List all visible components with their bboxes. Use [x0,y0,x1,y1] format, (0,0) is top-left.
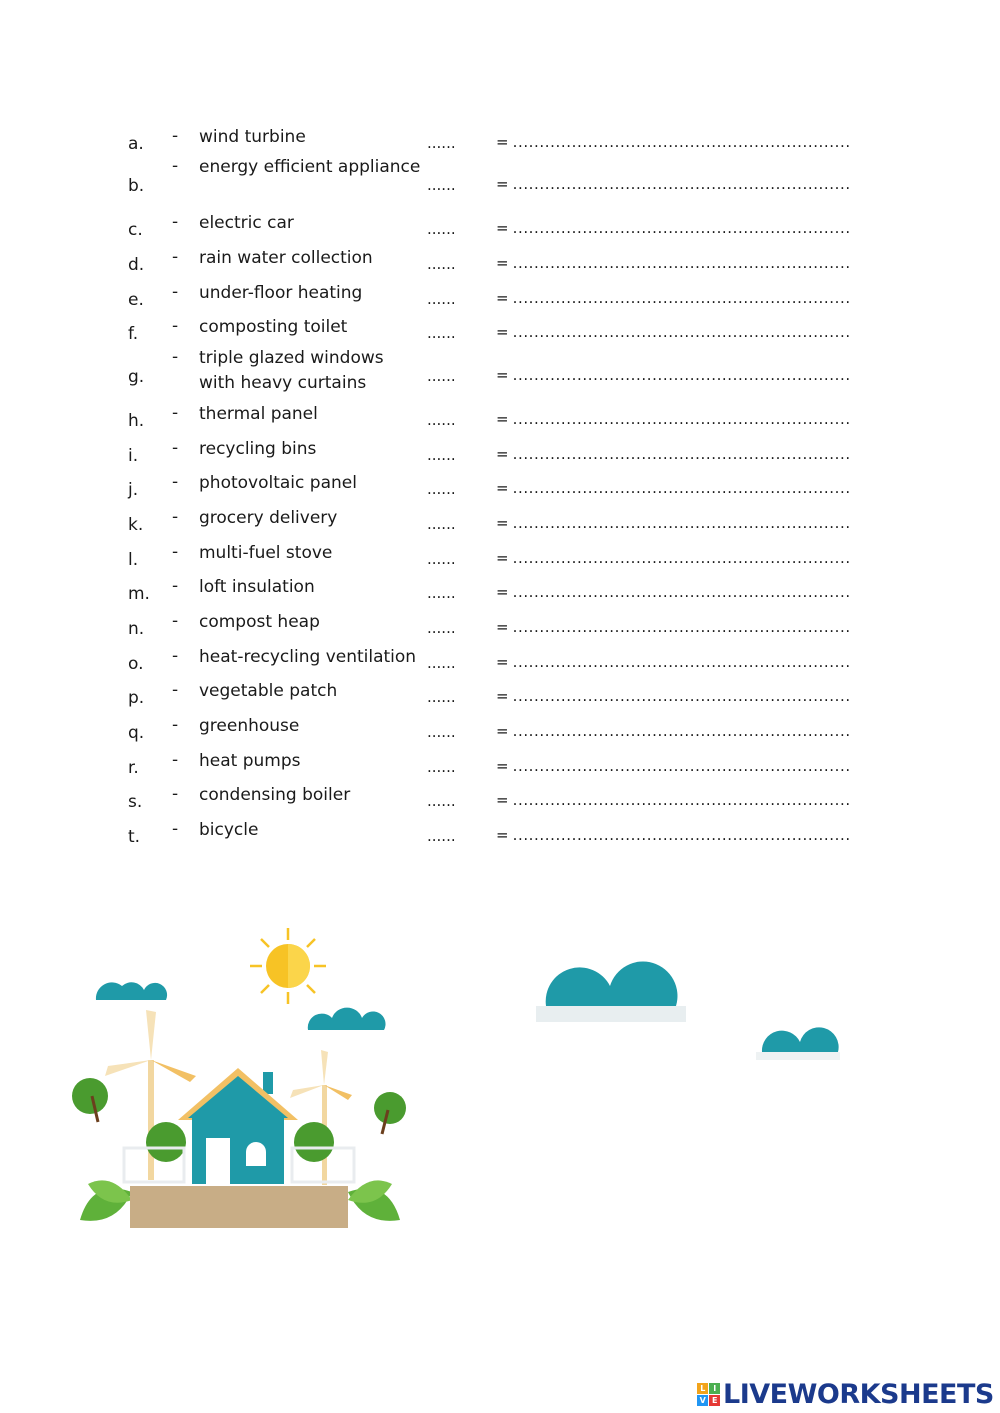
equals-sign: = [496,618,509,636]
logo-text: LIVEWORKSHEETS [723,1378,994,1410]
answer-line[interactable] [496,826,858,848]
item-letter: m. [128,584,150,604]
item-dash: - [172,472,179,492]
item-letter: o. [128,654,144,674]
equals-sign: = [496,722,509,740]
letter-blank[interactable]: ...... [427,758,456,776]
item-dash: - [172,126,179,146]
answer-dots[interactable]: ............................................................... [512,323,851,341]
answer-line[interactable] [496,410,858,432]
answer-dots[interactable]: ............................................................... [512,722,851,740]
answer-dots[interactable]: ............................................................... [512,445,851,463]
item-dash: - [172,784,179,804]
letter-blank[interactable]: ...... [427,290,456,308]
letter-blank[interactable]: ...... [427,723,456,741]
item-dash: - [172,247,179,267]
item-term: bicycle [199,820,259,840]
item-dash: - [172,715,179,735]
tree-icon [72,1078,108,1122]
answer-line[interactable] [496,479,858,501]
equals-sign: = [496,653,509,671]
letter-blank[interactable]: ...... [427,584,456,602]
item-dash: - [172,646,179,666]
equals-sign: = [496,410,509,428]
answer-dots[interactable]: ............................................................... [512,687,851,705]
answer-dots[interactable]: ............................................................... [512,618,851,636]
item-letter: i. [128,446,139,466]
item-term: thermal panel [199,404,318,424]
answer-line[interactable] [496,133,858,155]
item-dash: - [172,750,179,770]
item-letter: j. [128,480,139,500]
item-dash: - [172,438,179,458]
item-dash: - [172,611,179,631]
liveworksheets-logo [697,1376,994,1412]
answer-dots[interactable]: ............................................................... [512,254,851,272]
equals-sign: = [496,514,509,532]
item-term: wind turbine [199,127,306,147]
item-dash: - [172,212,179,232]
logo-mark-tile: L [697,1383,708,1394]
answer-dots[interactable]: ............................................................... [512,653,851,671]
item-letter: c. [128,220,143,240]
answer-dots[interactable]: ............................................................... [512,175,851,193]
letter-blank[interactable]: ...... [427,446,456,464]
answer-line[interactable] [496,219,858,241]
item-term: loft insulation [199,577,315,597]
item-term: recycling bins [199,439,317,459]
logo-mark-icon [697,1383,720,1406]
answer-line[interactable] [496,722,858,744]
item-term: photovoltaic panel [199,473,357,493]
answer-dots[interactable]: ............................................................... [512,826,851,844]
answer-dots[interactable]: ............................................................... [512,791,851,809]
answer-dots[interactable]: ............................................................... [512,549,851,567]
answer-dots[interactable]: ............................................................... [512,479,851,497]
equals-sign: = [496,254,509,272]
answer-line[interactable] [496,366,858,388]
cloud-icon [536,962,686,1022]
equals-sign: = [496,445,509,463]
item-dash: - [172,156,179,176]
wind-turbine-icon [290,1050,352,1185]
item-dash: - [172,282,179,302]
eco-house-illustration [0,900,1000,1260]
equals-sign: = [496,323,509,341]
answer-line[interactable] [496,254,858,276]
letter-blank[interactable]: ...... [427,367,456,385]
item-dash: - [172,542,179,562]
letter-blank[interactable]: ...... [427,220,456,238]
answer-dots[interactable]: ............................................................... [512,757,851,775]
item-term: compost heap [199,612,320,632]
item-term: greenhouse [199,716,300,736]
answer-dots[interactable]: ............................................................... [512,583,851,601]
logo-mark-tile: I [709,1383,720,1394]
letter-blank[interactable]: ...... [427,134,456,152]
answer-line[interactable] [496,289,858,311]
answer-line[interactable] [496,757,858,779]
item-term: heat pumps [199,751,301,771]
logo-mark-tile: V [697,1395,708,1406]
item-letter: t. [128,827,141,847]
item-dash: - [172,819,179,839]
logo-mark-tile: E [709,1395,720,1406]
answer-dots[interactable]: ............................................................... [512,366,851,384]
equals-sign: = [496,757,509,775]
letter-blank[interactable]: ...... [427,480,456,498]
answer-dots[interactable]: ............................................................... [512,133,851,151]
item-letter: a. [128,134,144,154]
answer-line[interactable] [496,653,858,675]
letter-blank[interactable]: ...... [427,255,456,273]
item-term: rain water collection [199,248,373,268]
item-term: condensing boiler [199,785,351,805]
answer-line[interactable] [496,514,858,536]
item-dash: - [172,316,179,336]
item-dash: - [172,576,179,596]
answer-dots[interactable]: ............................................................... [512,289,851,307]
item-term: triple glazed windows with heavy curtains [199,348,384,393]
item-dash: - [172,680,179,700]
item-letter: f. [128,324,139,344]
item-dash: - [172,507,179,527]
letter-blank[interactable]: ...... [427,411,456,429]
answer-line[interactable] [496,618,858,640]
letter-blank[interactable]: ...... [427,619,456,637]
item-term: vegetable patch [199,681,338,701]
item-letter: b. [128,176,145,196]
equals-sign: = [496,479,509,497]
item-letter: e. [128,290,144,310]
item-term: electric car [199,213,294,233]
item-letter: q. [128,723,145,743]
equals-sign: = [496,175,509,193]
item-term: under-floor heating [199,283,363,303]
equals-sign: = [496,583,509,601]
equals-sign: = [496,366,509,384]
answer-line[interactable] [496,323,858,345]
ground [130,1186,348,1228]
equals-sign: = [496,826,509,844]
letter-blank[interactable]: ...... [427,792,456,810]
house-icon [178,1068,298,1184]
answer-line[interactable] [496,583,858,605]
item-letter: l. [128,550,139,570]
equals-sign: = [496,791,509,809]
cloud-icon [756,1027,840,1060]
letter-blank[interactable]: ...... [427,550,456,568]
item-letter: r. [128,758,139,778]
item-dash: - [172,347,179,367]
cloud-icon [96,982,167,1000]
item-letter: s. [128,792,143,812]
sun-icon [250,928,326,1004]
equals-sign: = [496,219,509,237]
item-term: energy efficient appliance [199,157,421,177]
answer-dots[interactable]: ............................................................... [512,514,851,532]
answer-line[interactable] [496,175,858,197]
item-dash: - [172,403,179,423]
answer-line[interactable] [496,687,858,709]
letter-blank[interactable]: ...... [427,688,456,706]
answer-line[interactable] [496,791,858,813]
item-letter: p. [128,688,145,708]
equals-sign: = [496,687,509,705]
letter-blank[interactable]: ...... [427,515,456,533]
equals-sign: = [496,289,509,307]
item-letter: d. [128,255,145,275]
item-term: composting toilet [199,317,348,337]
letter-blank[interactable]: ...... [427,654,456,672]
item-term: multi-fuel stove [199,543,333,563]
equals-sign: = [496,133,509,151]
item-term: heat-recycling ventilation [199,647,417,667]
letter-blank[interactable]: ...... [427,324,456,342]
answer-line[interactable] [496,445,858,467]
item-letter: k. [128,515,144,535]
answer-dots[interactable]: ............................................................... [512,410,851,428]
equals-sign: = [496,549,509,567]
tree-icon [374,1092,406,1134]
letter-blank[interactable]: ...... [427,827,456,845]
cloud-icon [308,1008,386,1030]
answer-dots[interactable]: ............................................................... [512,219,851,237]
item-letter: h. [128,411,145,431]
item-term: grocery delivery [199,508,338,528]
item-letter: g. [128,367,145,387]
item-letter: n. [128,619,145,639]
letter-blank[interactable]: ...... [427,176,456,194]
answer-line[interactable] [496,549,858,571]
